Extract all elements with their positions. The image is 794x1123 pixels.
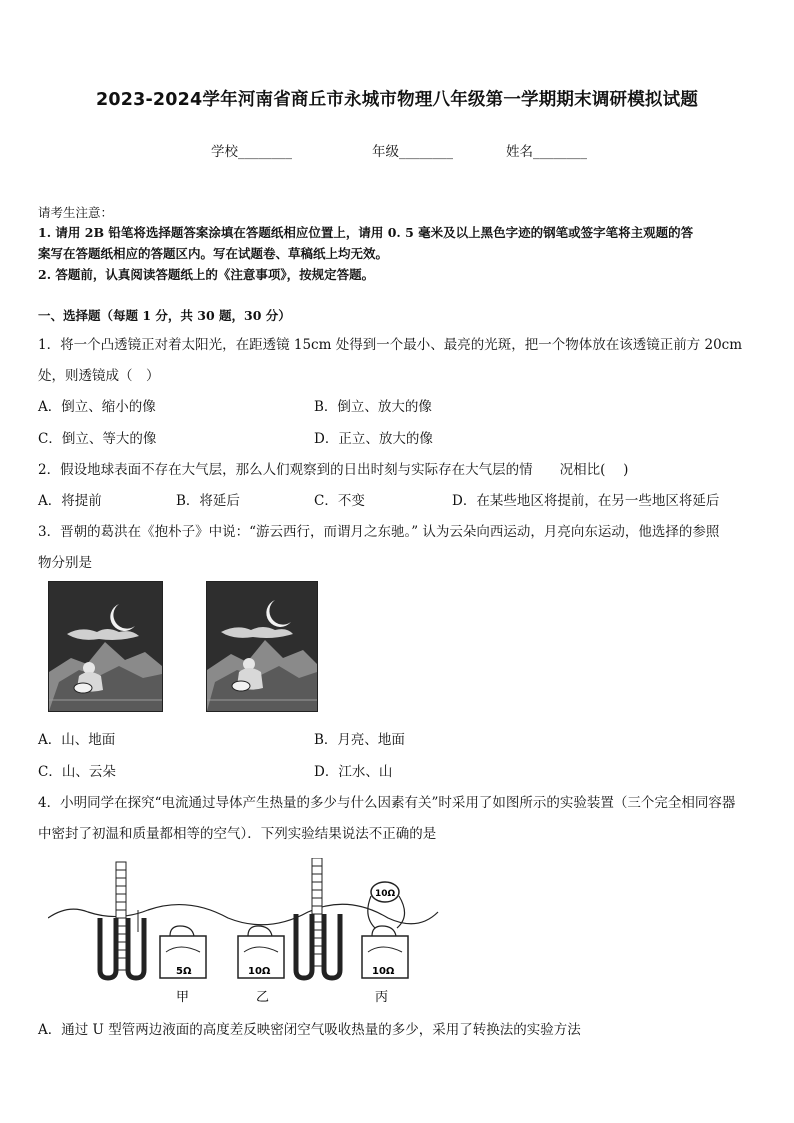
q4-stem-line-1: 4．小明同学在探究“电流通过导体产生热量的多少与什么因素有关”时采用了如图所示的实验装置（三个完全相同容器 [38, 795, 736, 811]
notice-line-1b: 案写在答题纸相应的答题区内。写在试题卷、草稿纸上均无效。 [38, 246, 389, 261]
q3-illustration-left [48, 581, 163, 712]
name-field[interactable]: 姓名________ [506, 144, 587, 160]
resistor-label-2: 10Ω [248, 966, 271, 977]
grade-field[interactable]: 年级________ [372, 144, 453, 160]
q2-option-d[interactable]: D．在某些地区将提前，在另一些地区将延后 [452, 493, 720, 509]
q4-option-a[interactable]: A．通过 U 型管两边液面的高度差反映密闭空气吸收热量的多少，采用了转换法的实验方法 [38, 1022, 581, 1038]
q3-stem-line-2: 物分别是 [38, 555, 92, 571]
q2-stem: 2．假设地球表面不存在大气层，那么人们观察到的日出时刻与实际存在大气层的情 况相比( ) [38, 462, 629, 478]
q3-stem-line-1: 3．晋朝的葛洪在《抱朴子》中说：“游云西行，而谓月之东驰。” 认为云朵向西运动，月亮向东运动，他选择的参照 [38, 524, 720, 540]
school-field[interactable]: 学校________ [211, 144, 292, 160]
q2-option-a[interactable]: A．将提前 [38, 493, 102, 509]
external-resistor-label: 10Ω [375, 889, 396, 899]
q2-option-c[interactable]: C．不变 [314, 493, 365, 509]
q1-stem-line-1: 1．将一个凸透镜正对着太阳光，在距透镜 15cm 处得到一个最小、最亮的光斑，把一个物体放在该透镜正前方 20cm [38, 337, 743, 353]
q2-option-b[interactable]: B．将延后 [176, 493, 240, 509]
container-label-bing: 丙 [375, 990, 389, 1005]
q3-illustration-right [206, 581, 318, 712]
q1-stem-line-2: 处，则透镜成（ ） [38, 368, 160, 384]
q4-apparatus-figure [48, 858, 468, 1008]
q3-option-c[interactable]: C．山、云朵 [38, 764, 116, 780]
container-label-yi: 乙 [256, 990, 270, 1005]
q3-option-d[interactable]: D．江水、山 [314, 764, 393, 780]
q1-option-b[interactable]: B．倒立、放大的像 [314, 399, 432, 415]
q1-option-c[interactable]: C．倒立、等大的像 [38, 431, 157, 447]
q3-option-b[interactable]: B．月亮、地面 [314, 732, 405, 748]
q1-option-a[interactable]: A．倒立、缩小的像 [38, 399, 156, 415]
q4-stem-line-2: 中密封了初温和质量都相等的空气）．下列实验结果说法不正确的是 [38, 826, 437, 842]
page-title: 2023-2024学年河南省商丘市永城市物理八年级第一学期期末调研模拟试题 [95, 90, 699, 110]
resistor-label-3: 10Ω [372, 966, 395, 977]
resistor-label-1: 5Ω [176, 966, 192, 977]
section-heading: 一、选择题（每题 1 分，共 30 题，30 分） [38, 308, 291, 323]
notice-heading: 请考生注意： [38, 205, 114, 220]
notice-line-2: 2. 答题前，认真阅读答题纸上的《注意事项》，按规定答题。 [38, 267, 375, 282]
container-label-jia: 甲 [176, 990, 190, 1005]
q1-option-d[interactable]: D．正立、放大的像 [314, 431, 433, 447]
notice-line-1a: 1. 请用 2B 铅笔将选择题答案涂填在答题纸相应位置上，请用 0. 5 毫米及以上黑色字迹的钢笔或签字笔将主观题的答 [38, 225, 694, 240]
q3-option-a[interactable]: A．山、地面 [38, 732, 116, 748]
